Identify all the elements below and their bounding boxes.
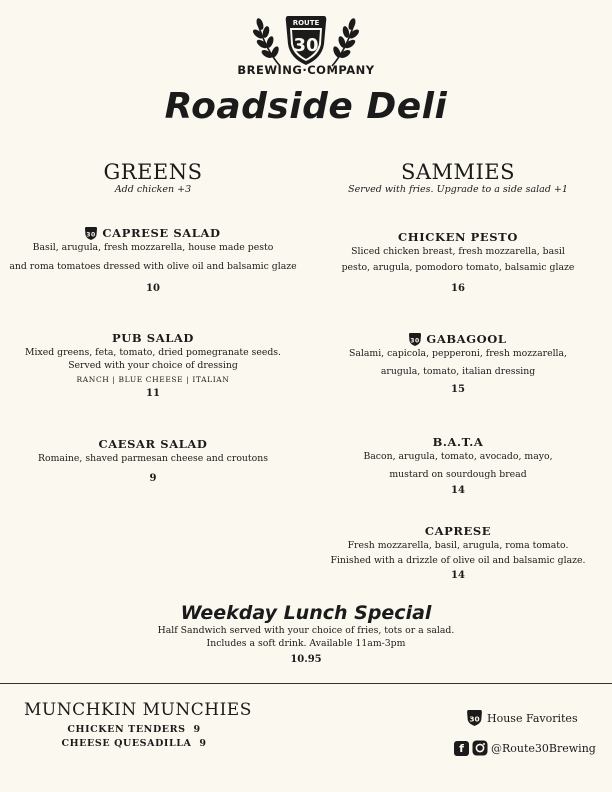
munchkin-items (24, 724, 244, 749)
svg-text:30: 30 (410, 337, 421, 344)
item-name: GABAGOOL (426, 332, 507, 346)
house-favorite-icon (409, 333, 421, 346)
special-price: 10.95 (290, 654, 322, 665)
item-name: PUB SALAD (111, 331, 194, 345)
route-30-shield-icon (467, 710, 482, 726)
social-links (454, 740, 596, 756)
item-desc-line2: arugula, tomato, italian dressing (380, 366, 536, 377)
special-line1: Half Sandwich served with your choice of fries, tots or a salad. (157, 625, 455, 636)
item-desc-line2: Served with your choice of dressing (68, 360, 238, 371)
menu-item-caesar-salad (8, 437, 298, 484)
item-desc-line2: pesto, arugula, pomodoro tomato, balsamic glaze (341, 262, 575, 273)
item-desc-line1: Mixed greens, feta, tomato, dried pomegranate seeds. (24, 347, 282, 358)
shield-top-text: ROUTE (292, 19, 320, 27)
item-name: CHICKEN PESTO (398, 230, 518, 244)
item-price: 15 (451, 384, 465, 395)
page-title: Roadside Deli (164, 86, 448, 127)
facebook-icon[interactable]: f (454, 741, 469, 756)
dressing-options: RANCH | BLUE CHEESE | ITALIAN (76, 375, 230, 384)
item-name: CAESAR SALAD (98, 437, 208, 451)
item-price: 11 (146, 388, 160, 399)
item-name: CAPRESE (424, 524, 492, 538)
shield-number-text: 30 (293, 35, 319, 56)
sammies-heading: SAMMIES (400, 160, 516, 184)
lunch-special (0, 602, 612, 665)
wheat-left-icon (251, 17, 280, 66)
item-desc-line2: mustard on sourdough bread (389, 469, 527, 480)
item-price: 14 (451, 570, 465, 581)
sammies-subtitle: Served with fries. Upgrade to a side salad +1 (348, 184, 568, 195)
house-favorite-icon (85, 227, 97, 240)
greens-heading: GREENS (103, 160, 203, 184)
item-desc-line2: and roma tomatoes dressed with olive oil and balsamic glaze (9, 261, 297, 272)
item-desc-line1: Salami, capicola, pepperoni, fresh mozzarella, (348, 348, 568, 359)
item-name: B.A.T.A (432, 435, 484, 449)
item-desc-line1: Bacon, arugula, tomato, avocado, mayo, (363, 451, 553, 462)
footer-divider (0, 683, 612, 684)
item-desc-line1: Romaine, shaved parmesan cheese and croutons (38, 453, 268, 464)
item-price: 16 (451, 283, 465, 294)
menu-item-caprese-salad (8, 226, 298, 294)
menu-item-gabagool (313, 332, 603, 395)
item-desc-line1: Fresh mozzarella, basil, arugula, roma tomato. (347, 540, 569, 551)
menu-item-pub-salad (8, 331, 298, 399)
item-price: 10 (146, 283, 160, 294)
special-line2: Includes a soft drink. Available 11am-3pm (206, 638, 406, 649)
social-handle[interactable]: @Route30Brewing (491, 741, 596, 755)
route-30-shield-icon (286, 16, 327, 65)
greens-header (28, 160, 278, 195)
menu-item-caprese (313, 524, 603, 581)
wheat-right-icon (332, 17, 361, 66)
legend-label: House Favorites (487, 711, 578, 725)
house-favorites-legend (467, 710, 578, 726)
menu-item-chicken-pesto (313, 230, 603, 294)
svg-text:30: 30 (86, 231, 97, 238)
svg-text:30: 30 (469, 714, 480, 724)
item-name: CAPRESE SALAD (102, 226, 221, 240)
item-price: 14 (451, 485, 465, 496)
item-desc-line2: Finished with a drizzle of olive oil and balsamic glaze. (330, 555, 586, 566)
sammies-header (318, 160, 598, 195)
special-title: Weekday Lunch Special (180, 602, 432, 624)
item-price: 9 (149, 473, 157, 484)
instagram-icon[interactable] (472, 740, 488, 756)
greens-subtitle: Add chicken +3 (114, 184, 192, 195)
list-item: CHEESE QUESADILLA 9 (61, 738, 207, 749)
munchkin-heading: MUNCHKIN MUNCHIES (24, 700, 252, 720)
munchkin-section (24, 700, 264, 720)
item-desc-line1: Sliced chicken breast, fresh mozzarella, basil (351, 246, 565, 257)
list-item: CHICKEN TENDERS 9 (67, 724, 201, 735)
item-desc-line1: Basil, arugula, fresh mozzarella, house made pesto (32, 242, 274, 253)
brand-wordmark: BREWING·COMPANY (237, 63, 375, 77)
menu-item-bata (313, 435, 603, 496)
